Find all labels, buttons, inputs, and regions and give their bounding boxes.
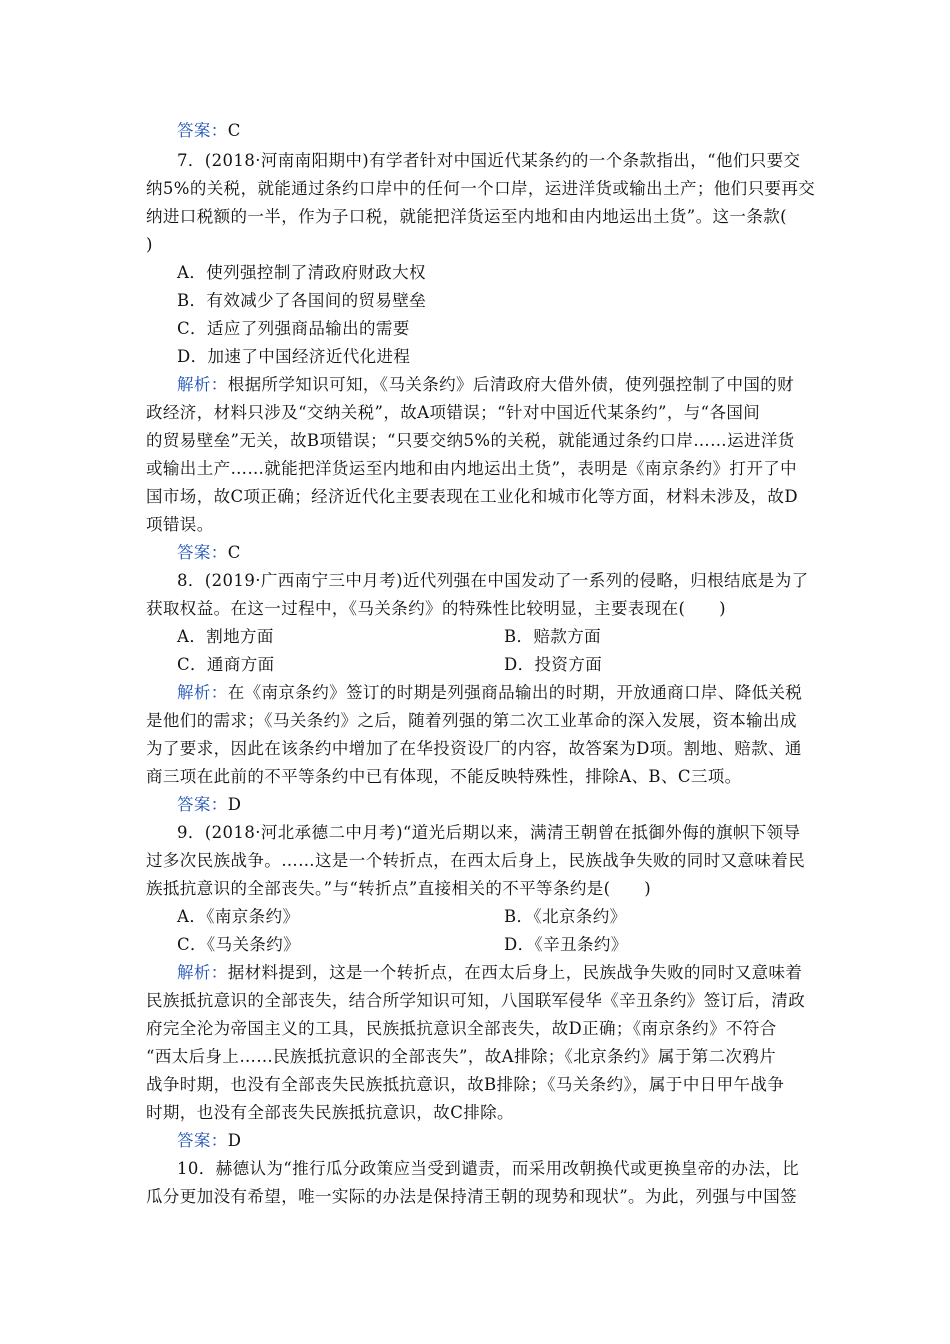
analysis-9-line-5: 战争时期，也没有全部丧失民族抵抗意识，故B排除；《马关条约》，属于中日甲午战争 xyxy=(146,1075,785,1094)
question-7-line-3: 纳进口税额的一半，作为子口税，就能把洋货运至内地和由内地运出土货”。这一条款( xyxy=(146,207,787,226)
question-8-option-d: D．投资方面 xyxy=(504,655,603,674)
analysis-label: 解析： xyxy=(177,683,228,702)
analysis-7-line-5: 国市场，故C项正确；经济近代化主要表现在工业化和城市化等方面，材料未涉及，故D xyxy=(146,487,798,506)
question-8-line-2: 获取权益。在这一过程中，《马关条约》的特殊性比较明显，主要表现在( ) xyxy=(146,599,727,618)
analysis-text: 根据所学知识可知，《马关条约》后清政府大借外债，使列强控制了中国的财 xyxy=(227,375,795,394)
question-8-option-a: A．割地方面 xyxy=(177,627,274,646)
question-7-line-2: 纳5%的关税，就能通过条约口岸中的任何一个口岸，运进洋货或输出土产；他们只要再交 xyxy=(146,179,816,198)
analysis-8-line-4: 商三项在此前的不平等条约中已有体现，不能反映特殊性，排除A、B、C三项。 xyxy=(146,767,742,786)
question-9-line-3: 族抵抗意识的全部丧失。”与“转折点”直接相关的不平等条约是( ) xyxy=(146,879,652,898)
question-7-line-1: 7．(2018·河南南阳期中)有学者针对中国近代某条约的一个条款指出，“他们只要交 xyxy=(177,151,801,170)
analysis-9-line-1 xyxy=(177,960,806,986)
answer-value: D xyxy=(227,795,242,814)
question-7-option-c: C．适应了列强商品输出的需要 xyxy=(177,319,410,338)
analysis-9-line-4: “西太后身上……民族抵抗意识的全部丧失”，故A排除；《北京条约》属于第二次鸦片 xyxy=(146,1047,777,1066)
analysis-7-line-4: 或输出土产……就能把洋货运至内地和由内地运出土货”，表明是《南京条约》打开了中 xyxy=(146,459,798,478)
question-10-line-1: 10．赫德认为“推行瓜分政策应当受到谴责，而采用改朝换代或更换皇帝的办法，比 xyxy=(177,1159,800,1178)
answer-line xyxy=(177,1128,806,1154)
answer-line xyxy=(177,540,806,566)
analysis-8-line-2: 是他们的需求；《马关条约》之后，随着列强的第二次工业革命的深入发展，资本输出成 xyxy=(146,711,797,730)
question-9-option-a: A．《南京条约》 xyxy=(177,907,300,926)
answer-label: 答案： xyxy=(177,543,228,562)
analysis-9-line-3: 府完全沦为帝国主义的工具，民族抵抗意识全部丧失，故D正确；《南京条约》不符合 xyxy=(146,1019,777,1038)
analysis-7-line-3: 的贸易壁垒”无关，故B项错误；“只要交纳5%的关税，就能通过条约口岸……运进洋货 xyxy=(146,431,795,450)
question-9-line-2: 过多次民族战争。……这是一个转折点，在西太后身上，民族战争失败的同时又意味着民 xyxy=(146,851,806,870)
question-7-option-b: B．有效减少了各国间的贸易壁垒 xyxy=(177,291,427,310)
answer-label: 答案： xyxy=(177,1131,228,1150)
analysis-9-line-6: 时期，也没有全部丧失民族抵抗意识，故C排除。 xyxy=(146,1103,514,1122)
question-7-option-a: A．使列强控制了清政府财政大权 xyxy=(177,263,426,282)
answer-value: C xyxy=(227,121,241,140)
answer-value: D xyxy=(227,1131,242,1150)
analysis-7-line-6: 项错误。 xyxy=(146,515,214,534)
answer-label: 答案： xyxy=(177,795,228,814)
question-7-line-4: ) xyxy=(146,235,153,254)
analysis-7-line-2: 政经济，材料只涉及“交纳关税”，故A项错误；“针对中国近代某条约”，与“各国间 xyxy=(146,403,761,422)
answer-line xyxy=(177,118,806,144)
analysis-label: 解析： xyxy=(177,963,228,982)
question-9-option-b: B．《北京条约》 xyxy=(504,907,627,926)
analysis-8-line-3: 为了要求，因此在该条约中增加了在华投资设厂的内容，故答案为D项。割地、赔款、通 xyxy=(146,739,802,758)
question-10-line-2: 瓜分更加没有希望，唯一实际的办法是保持清王朝的现势和现状”。为此，列强与中国签 xyxy=(146,1187,798,1206)
question-7-option-d: D．加速了中国经济近代化进程 xyxy=(177,347,411,366)
analysis-7-line-1 xyxy=(177,372,806,398)
analysis-text: 据材料提到，这是一个转折点，在西太后身上，民族战争失败的同时又意味着 xyxy=(227,963,803,982)
question-9-line-1: 9．(2018·河北承德二中月考)“道光后期以来，满清王朝曾在抵御外侮的旗帜下领导 xyxy=(177,823,801,842)
analysis-8-line-1 xyxy=(177,680,806,706)
analysis-label: 解析： xyxy=(177,375,228,394)
answer-value: C xyxy=(227,543,241,562)
answer-label: 答案： xyxy=(177,121,228,140)
analysis-text: 在《南京条约》签订的时期是列强商品输出的时期，开放通商口岸、降低关税 xyxy=(227,683,803,702)
question-9-option-c: C．《马关条约》 xyxy=(177,935,301,954)
question-9-option-d: D．《辛丑条约》 xyxy=(504,935,628,954)
question-8-line-1: 8．(2019·广西南宁三中月考)近代列强在中国发动了一系列的侵略，归根结底是为了 xyxy=(177,571,809,590)
answer-line xyxy=(177,792,806,818)
analysis-9-line-2: 民族抵抗意识的全部丧失，结合所学知识可知，八国联军侵华《辛丑条约》签订后，清政 xyxy=(146,991,806,1010)
question-8-option-c: C．通商方面 xyxy=(177,655,275,674)
question-8-option-b: B．赔款方面 xyxy=(504,627,602,646)
